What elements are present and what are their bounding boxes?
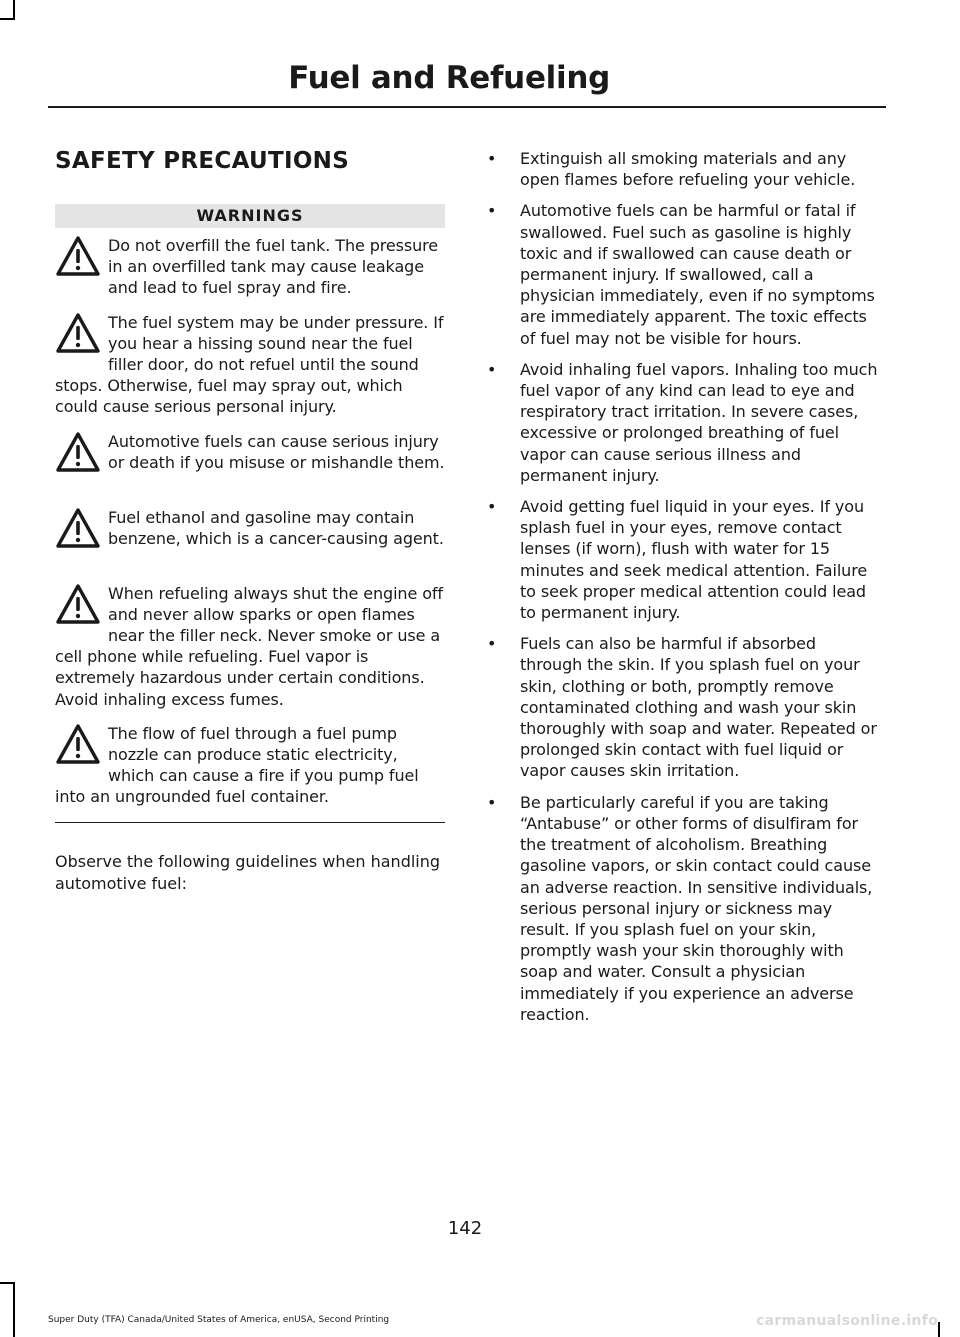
warning-text: Fuel ethanol and gasoline may contain benzene, which is a cancer-causing agent. xyxy=(108,507,444,548)
warnings-list xyxy=(55,231,445,808)
list-item xyxy=(478,496,880,623)
list-item xyxy=(478,200,880,348)
watermark: carmanualsonline.info xyxy=(756,1313,938,1329)
crop-mark-bottom-left xyxy=(13,1282,15,1337)
warning-text: When refueling always shut the engine off and never allow sparks or open flames near the filler neck. Never smoke or use a cell phone while refueling. Fuel vapor is extremely hazardous under certain conditions. Avoid inhaling excess fumes. xyxy=(55,583,443,709)
warning-text: Automotive fuels can cause serious injury or death if you misuse or mishandle them. xyxy=(108,431,445,472)
warning-item xyxy=(55,308,445,418)
list-item xyxy=(478,148,880,190)
list-item-text: Fuels can also be harmful if absorbed through the skin. If you splash fuel on your skin, clothing or both, promptly remove contaminated clothing and wash your skin thoroughly with soap and water. Repeated or prolonged skin contact with fuel liquid or vapor causes skin irritation. xyxy=(520,634,877,781)
warning-item xyxy=(55,231,445,299)
list-item xyxy=(478,792,880,1025)
crop-mark-top-left-h xyxy=(0,18,15,20)
header-rule xyxy=(48,106,886,108)
warning-item xyxy=(55,719,445,808)
crop-mark-bottom-right xyxy=(938,1322,940,1337)
guidelines-list xyxy=(478,148,880,1025)
right-column xyxy=(478,148,880,1035)
warnings-banner: WARNINGS xyxy=(55,204,445,228)
warning-triangle-icon xyxy=(55,431,101,473)
list-item xyxy=(478,633,880,781)
warning-text: Do not overfill the fuel tank. The pressure in an overfilled tank may cause leakage and lead to fuel spray and fire. xyxy=(108,236,439,298)
crop-mark-top-left xyxy=(13,0,15,20)
bullet-marker: • xyxy=(487,201,497,221)
warning-item xyxy=(55,503,445,570)
warning-text: The fuel system may be under pressure. If you hear a hissing sound near the fuel filler door, do not refuel until the sound stops. Otherwise, fuel may spray out, which could cause serious personal injury. xyxy=(55,312,444,417)
list-item-text: Be particularly careful if you are taking “Antabuse” or other forms of disulfiram for the treatment of alcoholism. Breathing gasoline vapors, or skin contact could cause an adverse reaction. In sensitive individuals, serious personal injury or sickness may result. If you splash fuel on your skin, promptly wash your skin thoroughly with soap and water. Consult a physician immediately if you experience an adverse reaction. xyxy=(520,792,873,1024)
bullet-marker: • xyxy=(487,497,497,517)
bullet-marker: • xyxy=(487,634,497,654)
list-item-text: Extinguish all smoking materials and any open flames before refueling your vehicle. xyxy=(520,149,856,190)
list-item-text: Avoid getting fuel liquid in your eyes. If you splash fuel in your eyes, remove contact lenses (if worn), flush with water for 15 minutes and seek medical attention. Failure to seek proper medical attention could lead to permanent injury. xyxy=(520,497,868,623)
warning-text: The flow of fuel through a fuel pump nozzle can produce static electricity, which can cause a fire if you pump fuel into an ungrounded fuel container. xyxy=(55,723,419,807)
warning-triangle-icon xyxy=(55,583,101,625)
warning-triangle-icon xyxy=(55,507,101,549)
crop-mark-bottom-left-h xyxy=(0,1282,15,1284)
warning-triangle-icon xyxy=(55,235,101,277)
bullet-marker: • xyxy=(487,359,497,379)
bullet-marker: • xyxy=(487,792,497,812)
list-item xyxy=(478,359,880,486)
guidelines-intro: Observe the following guidelines when handling automotive fuel: xyxy=(55,851,441,893)
page-header-title: Fuel and Refueling xyxy=(288,60,610,96)
section-title: SAFETY PRECAUTIONS xyxy=(55,148,350,174)
warning-triangle-icon xyxy=(55,723,101,765)
warnings-end-rule xyxy=(55,822,445,823)
warning-item xyxy=(55,579,445,710)
list-item-text: Automotive fuels can be harmful or fatal if swallowed. Fuel such as gasoline is highly toxic and if swallowed can cause death or permanent injury. If swallowed, call a physician immediately, even if no symptoms are immediately apparent. The toxic effects of fuel may not be visible for hours. xyxy=(520,201,875,348)
bullet-marker: • xyxy=(487,149,497,168)
list-item-text: Avoid inhaling fuel vapors. Inhaling too much fuel vapor of any kind can lead to eye and respiratory tract irritation. In severe cases, excessive or prolonged breathing of fuel vapor can cause serious illness and permanent injury. xyxy=(520,359,878,485)
publication-footer: Super Duty (TFA) Canada/United States of America, enUSA, Second Printing xyxy=(48,1315,390,1325)
page-number: 142 xyxy=(447,1218,483,1239)
warning-item xyxy=(55,427,445,494)
warning-triangle-icon xyxy=(55,312,101,354)
left-column xyxy=(55,148,445,895)
